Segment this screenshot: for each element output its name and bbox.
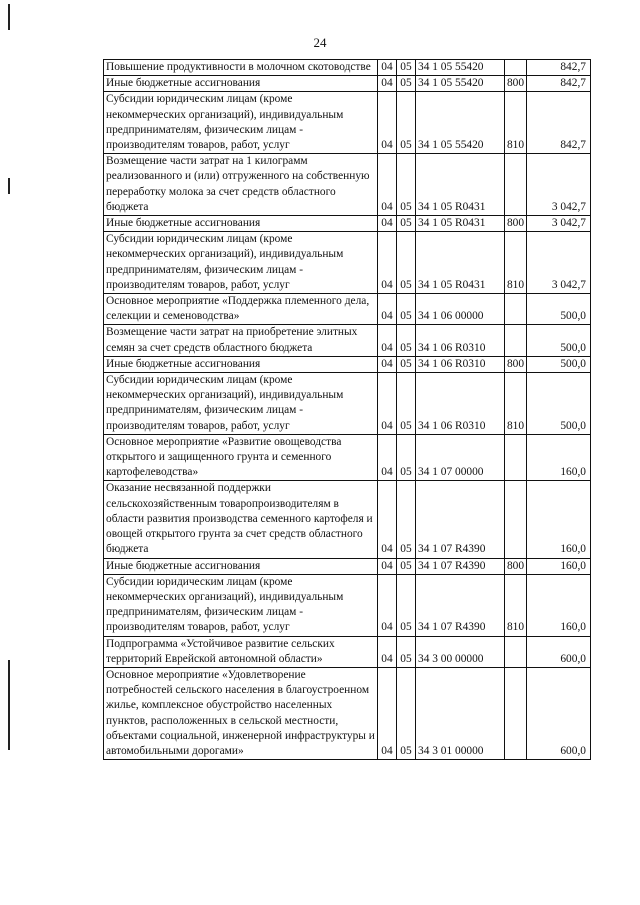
table-row: [104, 232, 591, 294]
row-expense-type-code: [505, 636, 527, 667]
table-row: [104, 154, 591, 216]
row-target-article-code: 34 3 00 00000: [416, 636, 505, 667]
row-target-article-code: 34 1 06 R0310: [416, 373, 505, 435]
table-row: [104, 558, 591, 574]
table-row: [104, 92, 591, 154]
table-row: [104, 636, 591, 667]
row-name: Повышение продуктивности в молочном скотоводстве: [104, 60, 378, 76]
row-expense-type-code: 810: [505, 92, 527, 154]
row-subsection-code: 05: [397, 60, 416, 76]
row-name: Возмещение части затрат на 1 килограмм реализованного и (или) отгруженного на собственную переработку молока за счет средств областного бюджета: [104, 154, 378, 216]
row-target-article-code: 34 1 07 R4390: [416, 574, 505, 636]
row-target-article-code: 34 1 07 R4390: [416, 558, 505, 574]
row-name: Иные бюджетные ассигнования: [104, 76, 378, 92]
table-row: [104, 667, 591, 759]
scan-margin-mark: [8, 660, 10, 750]
row-subsection-code: 05: [397, 92, 416, 154]
row-name: Основное мероприятие «Поддержка племенного дела, селекции и семеноводства»: [104, 294, 378, 325]
row-amount: 842,7: [527, 76, 591, 92]
row-amount: 160,0: [527, 574, 591, 636]
row-section-code: 04: [378, 373, 397, 435]
row-subsection-code: 05: [397, 481, 416, 558]
row-subsection-code: 05: [397, 667, 416, 759]
table-row: [104, 373, 591, 435]
row-target-article-code: 34 1 05 R0431: [416, 154, 505, 216]
row-name: Субсидии юридическим лицам (кроме некоммерческих организаций), индивидуальным предпринимателям, физическим лицам - производителям товаров, работ, услуг: [104, 574, 378, 636]
row-target-article-code: 34 1 05 55420: [416, 76, 505, 92]
table-row: [104, 60, 591, 76]
row-section-code: 04: [378, 325, 397, 356]
budget-table: [103, 59, 591, 760]
row-amount: 160,0: [527, 481, 591, 558]
row-expense-type-code: [505, 60, 527, 76]
row-section-code: 04: [378, 667, 397, 759]
row-section-code: 04: [378, 216, 397, 232]
table-row: [104, 76, 591, 92]
scan-margin-mark: [8, 178, 10, 194]
row-amount: 500,0: [527, 356, 591, 372]
row-expense-type-code: 800: [505, 356, 527, 372]
row-amount: 500,0: [527, 373, 591, 435]
row-target-article-code: 34 1 05 55420: [416, 60, 505, 76]
row-subsection-code: 05: [397, 434, 416, 481]
row-expense-type-code: [505, 154, 527, 216]
row-subsection-code: 05: [397, 232, 416, 294]
row-section-code: 04: [378, 154, 397, 216]
row-name: Иные бюджетные ассигнования: [104, 558, 378, 574]
row-target-article-code: 34 3 01 00000: [416, 667, 505, 759]
row-expense-type-code: 800: [505, 76, 527, 92]
row-section-code: 04: [378, 356, 397, 372]
row-amount: 3 042,7: [527, 154, 591, 216]
row-amount: 842,7: [527, 92, 591, 154]
row-name: Субсидии юридическим лицам (кроме некоммерческих организаций), индивидуальным предпринимателям, физическим лицам - производителям товаров, работ, услуг: [104, 232, 378, 294]
row-subsection-code: 05: [397, 373, 416, 435]
page-number: 24: [313, 35, 327, 50]
row-expense-type-code: [505, 294, 527, 325]
row-section-code: 04: [378, 76, 397, 92]
row-subsection-code: 05: [397, 574, 416, 636]
row-amount: 842,7: [527, 60, 591, 76]
scan-margin-mark: [8, 4, 10, 30]
row-target-article-code: 34 1 07 00000: [416, 434, 505, 481]
row-subsection-code: 05: [397, 325, 416, 356]
row-section-code: 04: [378, 92, 397, 154]
row-expense-type-code: [505, 325, 527, 356]
row-name: Субсидии юридическим лицам (кроме некоммерческих организаций), индивидуальным предпринимателям, физическим лицам - производителям товаров, работ, услуг: [104, 373, 378, 435]
row-expense-type-code: 810: [505, 232, 527, 294]
table-row: [104, 356, 591, 372]
row-expense-type-code: 800: [505, 216, 527, 232]
table-row: [104, 216, 591, 232]
row-section-code: 04: [378, 434, 397, 481]
row-amount: 3 042,7: [527, 232, 591, 294]
row-section-code: 04: [378, 60, 397, 76]
row-section-code: 04: [378, 558, 397, 574]
row-amount: 160,0: [527, 558, 591, 574]
table-row: [104, 434, 591, 481]
row-subsection-code: 05: [397, 76, 416, 92]
row-name: Иные бюджетные ассигнования: [104, 356, 378, 372]
row-name: Подпрограмма «Устойчивое развитие сельских территорий Еврейской автономной области»: [104, 636, 378, 667]
row-target-article-code: 34 1 06 R0310: [416, 356, 505, 372]
row-amount: 500,0: [527, 325, 591, 356]
row-expense-type-code: 800: [505, 558, 527, 574]
row-section-code: 04: [378, 574, 397, 636]
row-subsection-code: 05: [397, 356, 416, 372]
row-name: Основное мероприятие «Удовлетворение потребностей сельского населения в благоустроенном жилье, комплексное обустройство населенных пунктов, расположенных в сельской местности, объектами социальной, инженерной инфраструктуры и автомобильными дорогами»: [104, 667, 378, 759]
row-subsection-code: 05: [397, 636, 416, 667]
row-amount: 3 042,7: [527, 216, 591, 232]
row-section-code: 04: [378, 481, 397, 558]
row-amount: 160,0: [527, 434, 591, 481]
row-name: Оказание несвязанной поддержки сельскохозяйственным товаропроизводителям в области развития производства семенного картофеля и овощей открытого грунта за счет средств областного бюджета: [104, 481, 378, 558]
row-expense-type-code: 810: [505, 373, 527, 435]
table-row: [104, 325, 591, 356]
row-section-code: 04: [378, 294, 397, 325]
row-expense-type-code: [505, 434, 527, 481]
row-subsection-code: 05: [397, 558, 416, 574]
row-amount: 500,0: [527, 294, 591, 325]
row-subsection-code: 05: [397, 154, 416, 216]
row-name: Основное мероприятие «Развитие овощеводства открытого и защищенного грунта и семенного картофелеводства»: [104, 434, 378, 481]
row-amount: 600,0: [527, 667, 591, 759]
row-amount: 600,0: [527, 636, 591, 667]
row-target-article-code: 34 1 07 R4390: [416, 481, 505, 558]
row-target-article-code: 34 1 06 R0310: [416, 325, 505, 356]
row-expense-type-code: [505, 667, 527, 759]
row-target-article-code: 34 1 06 00000: [416, 294, 505, 325]
row-target-article-code: 34 1 05 R0431: [416, 232, 505, 294]
row-name: Субсидии юридическим лицам (кроме некоммерческих организаций), индивидуальным предпринимателям, физическим лицам - производителям товаров, работ, услуг: [104, 92, 378, 154]
table-row: [104, 574, 591, 636]
table-row: [104, 481, 591, 558]
row-name: Возмещение части затрат на приобретение элитных семян за счет средств областного бюджета: [104, 325, 378, 356]
row-target-article-code: 34 1 05 R0431: [416, 216, 505, 232]
row-target-article-code: 34 1 05 55420: [416, 92, 505, 154]
row-section-code: 04: [378, 636, 397, 667]
row-subsection-code: 05: [397, 216, 416, 232]
row-expense-type-code: 810: [505, 574, 527, 636]
row-expense-type-code: [505, 481, 527, 558]
row-subsection-code: 05: [397, 294, 416, 325]
row-name: Иные бюджетные ассигнования: [104, 216, 378, 232]
row-section-code: 04: [378, 232, 397, 294]
table-row: [104, 294, 591, 325]
